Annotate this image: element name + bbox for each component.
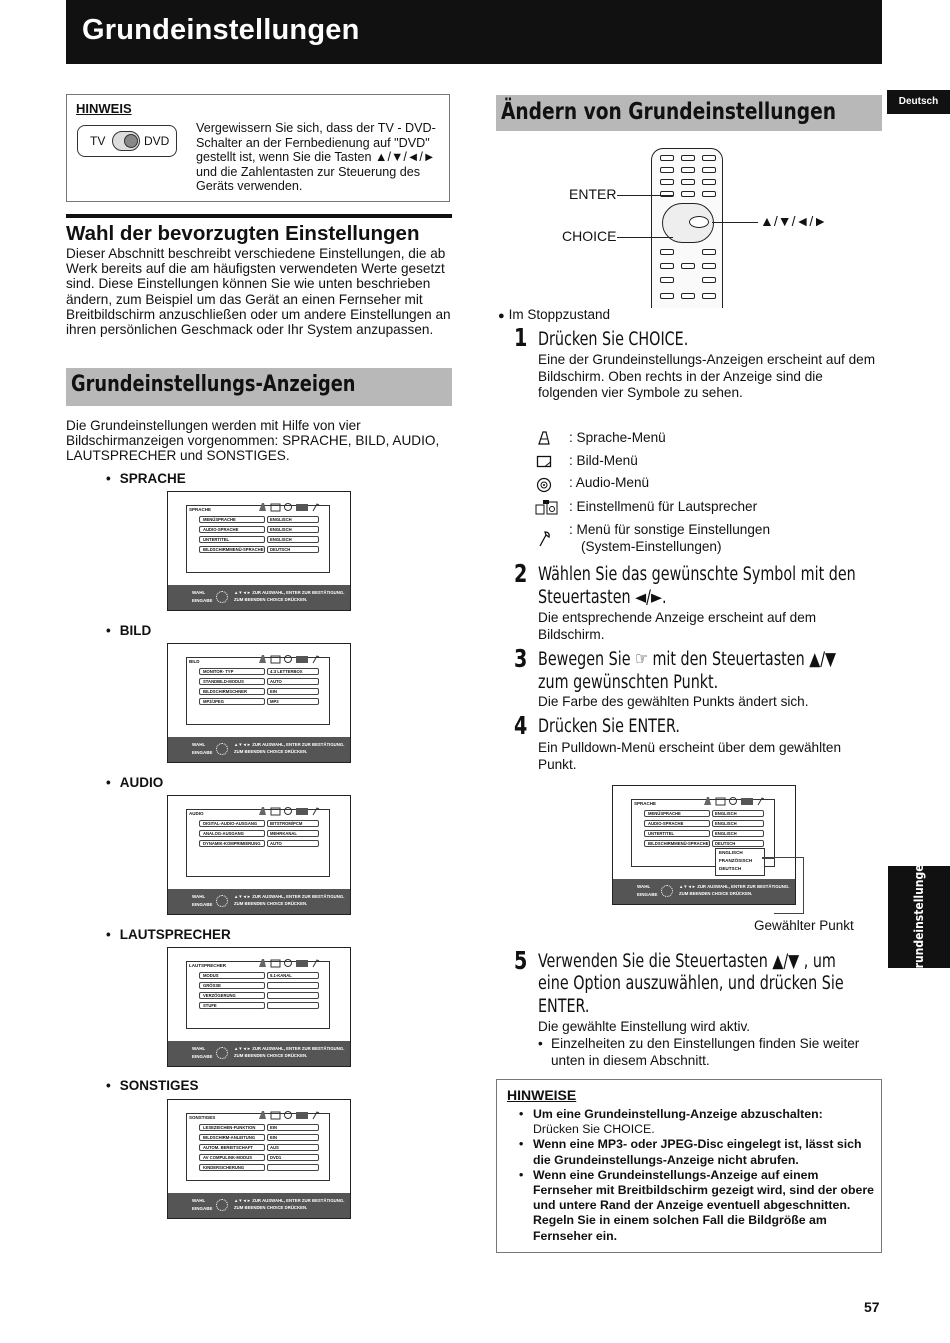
callout-arrows: ▲/▼/◄/► [760,213,828,229]
symbol-text-other-2: (System-Einstellungen) [581,539,722,554]
hinweise-heading: HINWEISE [507,1087,577,1103]
screen-frame [186,1113,330,1181]
step-2-heading: Wählen Sie das gewünschte Symbol mit den [538,564,856,585]
screen-menu-icons [257,958,327,968]
screen-row-value: 5.1-KANAL [267,972,319,979]
screen-footer-bar [168,1193,350,1218]
screen-row [199,536,319,544]
selected-point-line [762,857,775,859]
screen-row-label: KINDERSICHERUNG [199,1164,265,1171]
screen-row [199,972,319,980]
step-4-body: Ein Pulldown-Menü erscheint über dem gewählten Punkt. [538,740,842,772]
screen-frame [186,505,330,573]
section-body-preferences: Dieser Abschnitt beschreibt verschiedene Einstellungen, die ab Werk bereits auf die am häufigsten verwendeten Werte gesetzt sind. Diese Einstellungen können Sie wie unten beschrieben ändern, zum Beispiel um das Gerät an einen Fernseher mit Breitbildschirm anzuschließen oder um andere Einstellungen an ihren persönlichen Geschmack oder Ihr System anzupassen. [66,246,451,338]
screen-row [199,1002,319,1010]
step-5-heading: Verwenden Sie die Steuertasten ▲/▼ , um [538,951,836,972]
screen-row [199,1154,319,1162]
screen-row-label: BILDSCHIRMSCHNER [199,688,265,695]
screen-row-label: VERZÖGERUNG [199,992,265,999]
screen-label-lautsprecher: • LAUTSPRECHER [106,927,231,942]
section-heading-displays-bar [66,368,452,406]
footer-instructions: ▲▼◄► ZUR AUSWAHL, ENTER ZUR BESTÄTIGUNG. ZUM BEENDEN CHOICE DRÜCKEN. [234,590,345,602]
step-3-heading-2: zum gewünschten Punkt. [538,672,719,693]
speaker-menu-icon [535,499,559,515]
step-2-heading-2: Steuertasten ◄/►. [538,587,667,608]
screen-row-label: DYNAMIK-KOMPRIMIERUNG [199,840,265,847]
step-5-heading-3: ENTER. [538,996,590,1017]
screen-footer-bar [168,889,350,914]
page-title: Grundeinstellungen [82,14,360,46]
hinweis-text: Vergewissern Sie sich, dass der TV - DVD-Schalter an der Fernbedienung auf "DVD" gestellt ist, wenn Sie die Tasten ▲/▼/◄/► und die Zahlentasten zur Steuerung des Geräts verwenden. [196,121,436,194]
screen-label-sonstiges: • SONSTIGES [106,1078,199,1093]
screen-row-label: MP3/JPEG [199,698,265,705]
section-rule [66,214,452,218]
hinweise-list [515,1107,875,1244]
screen-frame [186,657,330,725]
other-menu-icon [536,530,552,546]
section-heading-displays: Grundeinstellungs-Anzeigen [71,372,356,397]
screen-menu-icons [257,1110,327,1120]
dpad-icon [216,743,228,755]
screen-footer-bar [613,879,795,904]
screen-row-label: MENÜSPRACHE [644,810,710,817]
screen-row-label: GRÖSSE [199,982,265,989]
dpad-icon [661,885,673,897]
dpad-icon [216,591,228,603]
screen-row [199,526,319,534]
hinweis-heading: HINWEIS [76,101,132,116]
screen-row-value: AUTO [267,678,319,685]
footer-instructions: ▲▼◄► ZUR AUSWAHL, ENTER ZUR BESTÄTIGUNG. ZUM BEENDEN CHOICE DRÜCKEN. [234,742,345,754]
screen-menu-icons [257,806,327,816]
screen-menu-icons [702,796,772,806]
symbol-text-other: : Menü für sonstige Einstellungen [569,522,771,537]
screen-row-label: BILDSCHIRMMENÜ-SPRACHE [199,546,265,553]
screen-footer-bar [168,737,350,762]
remote-control-illustration [651,148,723,308]
screen-row-label: BILDSCHIRM-ANLEITUNG [199,1134,265,1141]
selected-point-label: Gewählter Punkt [754,918,854,933]
screen-row-value: MP3 [267,698,319,705]
section-heading-change: Ändern von Grundeinstellungen [501,99,836,125]
step-2-body: Die entsprechende Anzeige erscheint auf dem Bildschirm. [538,610,817,642]
screen-row [199,668,319,676]
screen-menu-icons [257,502,327,512]
callout-line-choice [617,237,673,238]
callout-enter: ENTER [569,186,617,202]
screen-row-value: ENGLISCH [267,526,319,533]
screen-row-value [267,1164,319,1171]
switch-tv-label: TV [90,134,106,148]
hinweis-box [66,94,450,202]
footer-select-labels: WAHL EINGABE [192,1198,213,1211]
screen-row-value: DEUTSCH [267,546,319,553]
screen-row [199,982,319,990]
step-5-heading-2: eine Option auszuwählen, und drücken Sie [538,973,844,994]
step-4-number: 4 [514,711,528,740]
screen-frame [186,961,330,1029]
screen-row-label: AV COMPULINK-MODUS [199,1154,265,1161]
pulldown-option: ENGLISCH [719,850,743,855]
screen-title: BILD [189,659,200,664]
screen-label-sprache: • SPRACHE [106,471,186,486]
step-3-body: Die Farbe des gewählten Punkts ändert sich. [538,694,809,709]
setup-screen-audio [167,795,351,915]
screen-row-label: AUDIO-SPRACHE [644,820,710,827]
screen-row [199,992,319,1000]
screen-row-value: ENGLISCH [267,516,319,523]
screen-frame [186,809,330,877]
screen-row-value: DVD1 [267,1154,319,1161]
screen-row [199,820,319,828]
step-1-number: 1 [514,323,528,352]
screen-row [199,546,319,554]
screen-row [199,1164,319,1172]
footer-select-labels: WAHL EINGABE [192,590,213,603]
screen-row-value: 4:3 LETTERBOX [267,668,319,675]
page-title-bar [66,0,882,64]
step-3-heading: Bewegen Sie ☞ mit den Steuertasten ▲/▼ [538,649,837,670]
setup-screen-bild [167,643,351,763]
screen-title: SPRACHE [189,507,212,512]
screen-menu-icons [257,654,327,664]
screen-title: LAUTSPRECHER [189,963,227,968]
screen-row [199,1144,319,1152]
screen-row-label: LESEZEICHEN-FUNKTION [199,1124,265,1131]
step-5-number: 5 [514,946,528,975]
symbol-text-audio: : Audio-Menü [569,475,650,490]
screen-row-label: AUDIO-SPRACHE [199,526,265,533]
section-intro-displays: Die Grundeinstellungen werden mit Hilfe von vier Bildschirmanzeigen vorgenommen: SPRACHE, BILD, AUDIO, LAUTSPRECHER und SONSTIGES. [66,418,440,464]
symbol-text-picture: : Bild-Menü [569,453,638,468]
setup-screen-lautsprecher [167,947,351,1067]
hinweise-box [496,1079,882,1253]
setup-screen-sprache [167,491,351,611]
language-tab: Deutsch [887,90,950,114]
pulldown-option: FRANZÖSISCH [719,858,753,863]
screen-label-audio: • AUDIO [106,775,163,790]
footer-select-labels: WAHL EINGABE [192,1046,213,1059]
language-menu-icon [536,430,552,446]
callout-line-arrows [712,222,758,223]
screen-row [644,810,764,818]
screen-row [199,1124,319,1132]
screen-row [199,698,319,706]
screen-row [199,840,319,848]
screen-row [199,678,319,686]
screen-row-label: MONITOR- TYP [199,668,265,675]
tv-dvd-switch-icon [77,125,177,157]
step-4-heading: Drücken Sie ENTER. [538,716,680,737]
screen-label-bild: • BILD [106,623,151,638]
audio-menu-icon [536,477,552,493]
dpad-icon [216,895,228,907]
screen-footer-bar [168,1041,350,1066]
footer-instructions: ▲▼◄► ZUR AUSWAHL, ENTER ZUR BESTÄTIGUNG. ZUM BEENDEN CHOICE DRÜCKEN. [234,1198,345,1210]
symbol-text-language: : Sprache-Menü [569,430,666,445]
footer-instructions: ▲▼◄► ZUR AUSWAHL, ENTER ZUR BESTÄTIGUNG. ZUM BEENDEN CHOICE DRÜCKEN. [234,1046,345,1058]
dpad-icon [216,1047,228,1059]
screen-row-value: EIN [267,1124,319,1131]
pulldown-option: DEUTSCH [719,866,742,871]
screen-row [199,830,319,838]
screen-row-value: ENGLISCH [267,536,319,543]
screen-row-label: STANDBILD-MODUS [199,678,265,685]
screen-title: SPRACHE [634,801,657,806]
step-2-number: 2 [514,559,528,588]
screen-row-label: MENÜSPRACHE [199,516,265,523]
hinweise-item: • Wenn eine Grundeinstellungs-Anzeige auf einem Fernseher mit Breitbildschirm gezeigt wird, sind der obere und untere Rand der Anzeige eventuell abgeschnitten. Regeln Sie in einem solchen Fall die Bildgröße am Fernseher ein. [515,1168,875,1244]
step-5-body: Die gewählte Einstellung wird aktiv. [538,1019,751,1034]
screen-row [644,830,764,838]
switch-knob [112,131,140,151]
dpad-icon [216,1199,228,1211]
hinweise-item: • Um eine Grundeinstellung-Anzeige abzuschalten: Drücken Sie CHOICE. [515,1107,875,1137]
screen-row-value: EIN [267,688,319,695]
screen-row-label: AUTOM. BEREITSCHAFT [199,1144,265,1151]
screen-row-value: ENGLISCH [712,830,764,837]
footer-instructions: ▲▼◄► ZUR AUSWAHL, ENTER ZUR BESTÄTIGUNG. ZUM BEENDEN CHOICE DRÜCKEN. [234,894,345,906]
screen-row-value [267,982,319,989]
step-5-bullet: • Einzelheiten zu den Einstellungen finden Sie weiter unten in diesem Abschnitt. [538,1036,860,1068]
hinweise-item: • Wenn eine MP3- oder JPEG-Disc eingelegt ist, lässt sich die Grundeinstellungs-Anzeige nicht abrufen. [515,1137,875,1167]
page-number: 57 [864,1299,880,1315]
screen-row-value: AUS [267,1144,319,1151]
screen-row-label: BILDSCHIRMMENÜ-SPRACHE [644,840,710,847]
footer-select-labels: WAHL EINGABE [192,894,213,907]
footer-select-labels: WAHL EINGABE [637,884,658,897]
step-3-number: 3 [514,644,528,673]
screen-row-label: ANALOG-AUSGANG [199,830,265,837]
screen-row-label: MODUS [199,972,265,979]
screen-row-value [267,1002,319,1009]
section-heading-preferences: Wahl der bevorzugten Einstellungen [66,222,420,245]
screen-row-label: STUFE [199,1002,265,1009]
stop-state-note: ● Im Stoppzustand [498,307,610,322]
side-tab [888,856,950,978]
screen-footer-bar [168,585,350,610]
screen-row-value: DEUTSCH [712,840,764,847]
switch-dvd-label: DVD [144,134,170,148]
step-1-body: Eine der Grundeinstellungs-Anzeigen erscheint auf dem Bildschirm. Oben rechts in der Anzeige sind die folgenden vier Symbole zu sehen. [538,352,876,400]
setup-screen-sonstiges [167,1099,351,1219]
screen-row [644,820,764,828]
screen-row-value [267,992,319,999]
section-heading-change-bar [496,95,882,131]
side-tab-label: Grundeinstellungen [912,856,926,978]
screen-row-value: BITSTROM/PCM [267,820,319,827]
callout-line-enter [617,195,673,196]
screen-row [199,688,319,696]
setup-screen-demo [612,785,796,905]
screen-title: AUDIO [189,811,204,816]
screen-row-label: UNTERTITEL [644,830,710,837]
symbol-text-speaker: : Einstellmenü für Lautsprecher [569,499,758,514]
screen-row [644,840,764,848]
step-5-bullet-text: Einzelheiten zu den Einstellungen finden Sie weiter unten in diesem Abschnitt. [551,1036,860,1068]
screen-title: SONSTIGES [189,1115,216,1120]
screen-row-value: ENGLISCH [712,810,764,817]
selected-point-bracket [774,857,804,914]
pulldown-menu [715,848,765,876]
screen-row-value: MEHRKANAL [267,830,319,837]
screen-row [199,516,319,524]
screen-row-value: EIN [267,1134,319,1141]
screen-row-label: UNTERTITEL [199,536,265,543]
footer-instructions: ▲▼◄► ZUR AUSWAHL, ENTER ZUR BESTÄTIGUNG. ZUM BEENDEN CHOICE DRÜCKEN. [679,884,790,896]
footer-select-labels: WAHL EINGABE [192,742,213,755]
picture-menu-icon [536,454,552,470]
screen-row-value: AUTO [267,840,319,847]
screen-row-value: ENGLISCH [712,820,764,827]
step-1-heading: Drücken Sie CHOICE. [538,329,689,350]
screen-row-label: DIGITAL-AUDIO-AUSGANG [199,820,265,827]
callout-choice: CHOICE [562,228,617,244]
screen-row [199,1134,319,1142]
